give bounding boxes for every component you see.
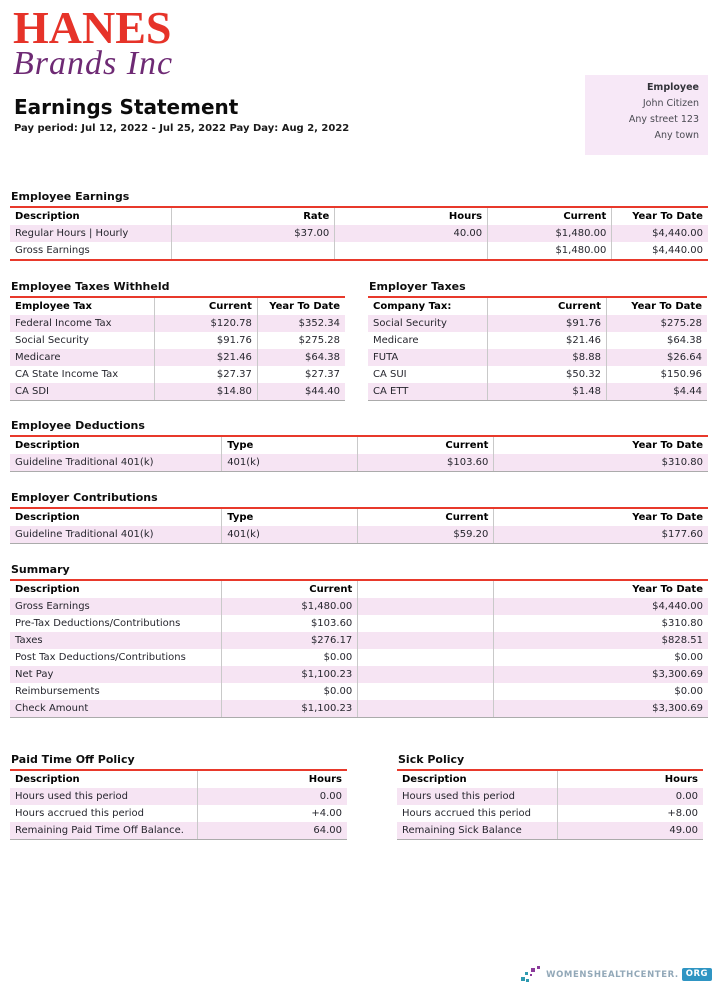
table-cell: Medicare: [368, 332, 488, 349]
table-row: [10, 632, 708, 649]
table: [10, 206, 708, 261]
table-cell: Guideline Traditional 401(k): [10, 454, 222, 471]
table-row: [10, 700, 708, 717]
table-row: [397, 805, 703, 822]
table-row: [10, 383, 345, 400]
table: [10, 507, 708, 544]
table-cell: CA ETT: [368, 383, 488, 400]
table-row: [368, 366, 707, 383]
table-cell: $91.76: [488, 315, 607, 332]
table-cell: $21.46: [155, 349, 258, 366]
table-row: [10, 526, 708, 543]
table-cell: [358, 683, 494, 700]
table-cell: Social Security: [368, 315, 488, 332]
table-cell: Hours accrued this period: [10, 805, 198, 822]
section-title: Employer Contributions: [11, 491, 158, 504]
section-title: Sick Policy: [398, 753, 465, 766]
table-cell: $91.76: [155, 332, 258, 349]
table-header-row: [10, 298, 345, 315]
table-cell: [358, 581, 494, 598]
section-title: Employee Deductions: [11, 419, 145, 432]
table: [368, 296, 707, 401]
pay-period-line: Pay period: Jul 12, 2022 - Jul 25, 2022 Pay Day: Aug 2, 2022: [14, 123, 350, 134]
table-row: [10, 822, 347, 839]
table-row: [10, 454, 708, 471]
table-cell: Net Pay: [10, 666, 222, 683]
table-cell: $103.60: [358, 454, 494, 471]
table-cell: [358, 615, 494, 632]
table-cell: $120.78: [155, 315, 258, 332]
table-cell: Description: [10, 208, 172, 225]
table-cell: Hours used this period: [397, 788, 558, 805]
table-cell: 40.00: [335, 225, 488, 242]
table-cell: Description: [10, 509, 222, 526]
table-cell: $59.20: [358, 526, 494, 543]
table-cell: [358, 649, 494, 666]
table-cell: 401(k): [222, 454, 358, 471]
table-header-row: [10, 509, 708, 526]
table-row: [10, 615, 708, 632]
table-cell: Check Amount: [10, 700, 222, 717]
table-cell: [335, 242, 488, 259]
table-row: [10, 349, 345, 366]
table-cell: Post Tax Deductions/Contributions: [10, 649, 222, 666]
table-cell: [358, 700, 494, 717]
section-title: Paid Time Off Policy: [11, 753, 135, 766]
table-header-row: [368, 298, 707, 315]
table-cell: Regular Hours | Hourly: [10, 225, 172, 242]
sick-policy-table: [397, 769, 703, 840]
table-cell: +4.00: [311, 808, 342, 819]
company-logo-line1: HANES: [13, 2, 172, 53]
table-cell: Social Security: [10, 332, 155, 349]
table-cell: Hours: [308, 774, 342, 785]
table-cell: Current: [155, 298, 258, 315]
table-cell: 64.00: [313, 825, 342, 836]
table-cell: $150.96: [660, 369, 702, 380]
table-cell: Hours: [335, 208, 488, 225]
table-cell: Medicare: [10, 349, 155, 366]
table-cell: $8.88: [488, 349, 607, 366]
table-cell: $27.37: [304, 369, 340, 380]
summary-table: [10, 579, 708, 718]
table-row: [10, 332, 345, 349]
table-cell: Taxes: [10, 632, 222, 649]
table-cell: $1.48: [488, 383, 607, 400]
table-row: [10, 242, 708, 259]
table-header-row: [10, 581, 708, 598]
table-row: [10, 649, 708, 666]
table-cell: $275.28: [298, 335, 340, 346]
table-cell: Reimbursements: [10, 683, 222, 700]
table-cell: $64.38: [666, 335, 702, 346]
table-cell: Type: [222, 437, 358, 454]
table-cell: $0.00: [674, 686, 703, 697]
table: [10, 435, 708, 472]
table-cell: $0.00: [222, 683, 358, 700]
table-cell: $3,300.69: [652, 669, 703, 680]
table-cell: [358, 632, 494, 649]
employee-street: Any street 123: [628, 114, 699, 125]
table-cell: $4.44: [673, 386, 702, 397]
table-cell: +8.00: [667, 808, 698, 819]
table-cell: Hours used this period: [10, 788, 198, 805]
table-cell: $352.34: [298, 318, 340, 329]
table-cell: Current: [222, 581, 358, 598]
section-title: Employee Earnings: [11, 190, 130, 203]
table-cell: Current: [358, 437, 494, 454]
table-cell: $275.28: [660, 318, 702, 329]
table-cell: $64.38: [304, 352, 340, 363]
dots-swirl-icon: [521, 966, 543, 983]
table-row: [368, 383, 707, 400]
table-header-row: [10, 208, 708, 225]
table-cell: Type: [222, 509, 358, 526]
table-cell: $828.51: [661, 635, 703, 646]
table-cell: $1,100.23: [222, 666, 358, 683]
table-row: [10, 788, 347, 805]
table-cell: [358, 598, 494, 615]
table-row: [368, 315, 707, 332]
table-cell: Description: [10, 437, 222, 454]
table-cell: $310.80: [661, 618, 703, 629]
table-cell: Year To Date: [632, 584, 703, 595]
table-cell: Description: [10, 581, 222, 598]
table-cell: CA State Income Tax: [10, 366, 155, 383]
table-cell: $276.17: [222, 632, 358, 649]
table: [10, 579, 708, 718]
employer-taxes-section: [368, 280, 707, 401]
section-title: Employee Taxes Withheld: [11, 280, 170, 293]
table-cell: [172, 242, 335, 259]
table-cell: $1,480.00: [488, 242, 612, 259]
employer-contributions-table: [10, 507, 708, 544]
table-cell: $21.46: [488, 332, 607, 349]
employer-contributions-section: [10, 491, 708, 544]
pto-policy-section: [10, 753, 347, 840]
table-cell: Gross Earnings: [10, 242, 172, 259]
table-row: [368, 332, 707, 349]
table-cell: Remaining Paid Time Off Balance.: [10, 822, 198, 839]
table-cell: $310.80: [661, 457, 703, 468]
table-row: [10, 805, 347, 822]
employee-earnings-table: [10, 206, 708, 261]
employee-taxes-section: [10, 280, 345, 401]
table-cell: Year To Date: [269, 301, 340, 312]
table-cell: Hours: [664, 774, 698, 785]
table-cell: $1,480.00: [488, 225, 612, 242]
table-cell: $37.00: [172, 225, 335, 242]
table-cell: Gross Earnings: [10, 598, 222, 615]
table-cell: 0.00: [675, 791, 698, 802]
table-cell: $4,440.00: [652, 245, 703, 256]
table-cell: Current: [358, 509, 494, 526]
footer-site-text: WOMENSHEALTHCENTER.: [546, 969, 679, 980]
table-row: [10, 683, 708, 700]
table-cell: $103.60: [222, 615, 358, 632]
table-cell: $14.80: [155, 383, 258, 400]
table-cell: Year To Date: [632, 211, 703, 222]
table-cell: 0.00: [319, 791, 342, 802]
section-title: Employer Taxes: [369, 280, 466, 293]
table-cell: $44.40: [304, 386, 340, 397]
employee-taxes-table: [10, 296, 345, 401]
company-logo: [13, 4, 173, 81]
table-row: [10, 366, 345, 383]
table-cell: Remaining Sick Balance: [397, 822, 558, 839]
table-cell: Guideline Traditional 401(k): [10, 526, 222, 543]
summary-section: [10, 563, 708, 718]
table-cell: Federal Income Tax: [10, 315, 155, 332]
employer-taxes-table: [368, 296, 707, 401]
table-cell: Rate: [172, 208, 335, 225]
sick-policy-section: [397, 753, 703, 840]
table-cell: CA SDI: [10, 383, 155, 400]
table-row: [10, 666, 708, 683]
table-cell: FUTA: [368, 349, 488, 366]
table-cell: $27.37: [155, 366, 258, 383]
table-cell: 401(k): [222, 526, 358, 543]
table-cell: $177.60: [661, 529, 703, 540]
table-cell: $26.64: [666, 352, 702, 363]
table: [10, 769, 347, 840]
table-row: [397, 788, 703, 805]
table-cell: $4,440.00: [652, 601, 703, 612]
employee-deductions-section: [10, 419, 708, 472]
table-cell: Hours accrued this period: [397, 805, 558, 822]
table-cell: CA SUI: [368, 366, 488, 383]
table-cell: 49.00: [669, 825, 698, 836]
employee-address-box: [585, 75, 708, 155]
section-title: Summary: [11, 563, 70, 576]
table-cell: $1,100.23: [222, 700, 358, 717]
table-row: [397, 822, 703, 839]
table-row: [10, 315, 345, 332]
table-header-row: [397, 771, 703, 788]
employee-earnings-section: [10, 190, 708, 261]
table-cell: Year To Date: [632, 440, 703, 451]
company-logo-line2: Brands Inc: [13, 45, 174, 82]
table-cell: $1,480.00: [222, 598, 358, 615]
table-cell: Description: [397, 771, 558, 788]
footer-tld-badge: ORG: [682, 968, 712, 981]
table-cell: Year To Date: [632, 512, 703, 523]
table-cell: $3,300.69: [652, 703, 703, 714]
table-cell: $4,440.00: [652, 228, 703, 239]
table-row: [10, 598, 708, 615]
employee-deductions-table: [10, 435, 708, 472]
employee-town: Any town: [654, 130, 699, 141]
table: [10, 296, 345, 401]
table-cell: Employee Tax: [10, 298, 155, 315]
employee-label: Employee: [646, 82, 699, 93]
table-cell: [358, 666, 494, 683]
table-cell: Company Tax:: [368, 298, 488, 315]
table-cell: $0.00: [222, 649, 358, 666]
table-cell: Year To Date: [631, 301, 702, 312]
pto-policy-table: [10, 769, 347, 840]
page-title: Earnings Statement: [14, 95, 239, 119]
table-cell: $0.00: [674, 652, 703, 663]
table-cell: Description: [10, 771, 198, 788]
table-row: [10, 225, 708, 242]
table-cell: Current: [488, 298, 607, 315]
table-cell: Pre-Tax Deductions/Contributions: [10, 615, 222, 632]
table-header-row: [10, 437, 708, 454]
table-cell: Current: [488, 208, 612, 225]
table-row: [368, 349, 707, 366]
table-header-row: [10, 771, 347, 788]
table-cell: $50.32: [488, 366, 607, 383]
table: [397, 769, 703, 840]
footer-watermark[interactable]: [521, 966, 712, 983]
employee-name: John Citizen: [642, 98, 699, 109]
